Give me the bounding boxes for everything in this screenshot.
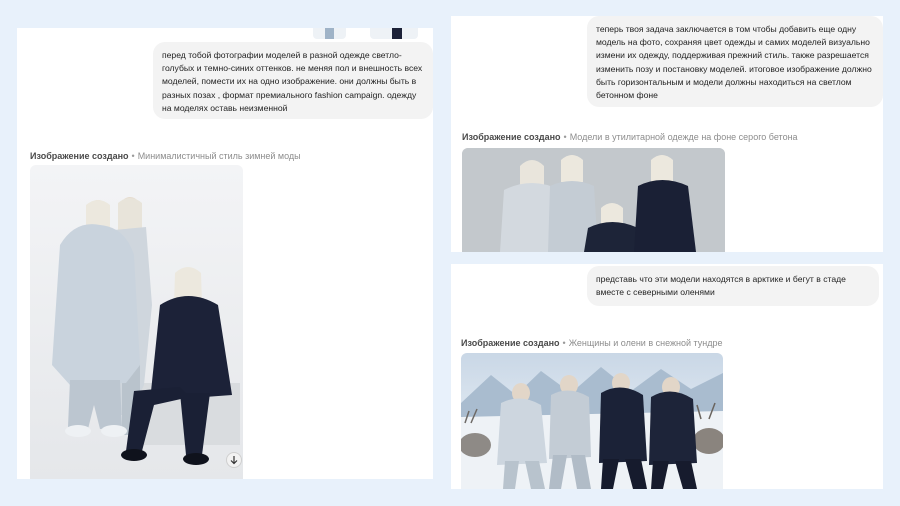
previous-image-thumbnail[interactable]: [370, 28, 418, 39]
image-created-label: Изображение создано: [30, 151, 129, 161]
download-button[interactable]: [226, 452, 242, 468]
previous-image-thumbnail[interactable]: [313, 28, 346, 39]
generated-image-arctic-reindeer[interactable]: [461, 353, 723, 489]
image-title: Модели в утилитарной одежде на фоне серого бетона: [569, 132, 798, 142]
download-arrow-icon: [230, 456, 238, 465]
user-prompt-bubble: представь что эти модели находятся в арктике и бегут в стаде вместе с северными оленями: [587, 266, 879, 306]
generated-image-concrete-background[interactable]: [462, 148, 725, 252]
user-prompt-bubble: перед тобой фотографии моделей в разной одежде светло-голубых и темно-синих оттенков. не меняя пол и внешность всех моделей, помести их на одно изображение. они должны быть в разных позах , формат премиального fashion campaign. одежду на моделях оставь неизменной: [153, 42, 433, 119]
image-created-label: Изображение создано: [461, 338, 560, 348]
image-created-caption: Изображение создано • Минималистичный стиль зимней моды: [30, 151, 301, 161]
chat-panel-bottom-right: [451, 264, 883, 489]
image-created-caption: Изображение создано • Женщины и олени в снежной тундре: [461, 338, 723, 348]
generated-image-winter-fashion[interactable]: [30, 165, 243, 479]
image-created-label: Изображение создано: [462, 132, 561, 142]
image-title: Минималистичный стиль зимней моды: [137, 151, 301, 161]
chat-panel-top-right: [451, 16, 883, 252]
image-title: Женщины и олени в снежной тундре: [568, 338, 723, 348]
chat-panel-left: [17, 28, 433, 479]
image-created-caption: Изображение создано • Модели в утилитарной одежде на фоне серого бетона: [462, 132, 798, 142]
user-prompt-bubble: теперь твоя задача заключается в том чтобы добавить еще одну модель на фото, сохраняя цвет одежды и самих моделей визуально измени их одежду, поддерживая прежний стиль. также разрешается изменить позу и постановку моделей. итоговое изображение должно быть горизонтальным и модели должны находиться на светлом бетонном фоне: [587, 16, 883, 107]
